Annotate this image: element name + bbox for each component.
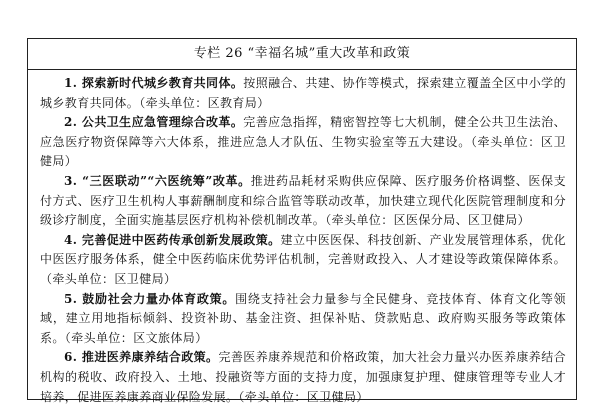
policy-item-4 (40, 231, 566, 290)
policy-item-heading: 2. 公共卫生应急管理综合改革。 (64, 115, 244, 130)
policy-item-text: 围绕支持社会力量参与全民健身、竞技体育、体育文化等领域，建立用地指标倾斜、投资补助、基金注资、担保补贴、贷款贴息、政府购买服务等政策体系。（牵头单位：区文旅体局） (40, 291, 566, 345)
policy-item-heading: 1. 探索新时代城乡教育共同体。 (64, 76, 244, 90)
policy-column-box (27, 38, 577, 404)
policy-item-text: 完善应急指挥，精密智控等七大机制，健全公共卫生法治、应急医疗物资保障等六大体系，推进应急人才队伍、生物实验室等五大建设。（牵头单位：区卫健局） (40, 115, 566, 169)
policy-item-6 (40, 348, 566, 407)
policy-item-2 (40, 113, 566, 172)
column-title: 专栏 26 “幸福名城”重大改革和政策 (28, 39, 576, 70)
policy-item-heading: 6. 推进医养康养结合政策。 (64, 350, 219, 365)
policy-item-text: 完善医养康养规范和价格政策，加大社会力量兴办医养康养结合机构的税收、政府投入、土地、投融资等方面的支持力度，加强康复护理、健康管理等专业人才培养，促进医养康养商业保险发展。（牵头单位：区卫健局） (40, 350, 567, 404)
policy-item-1 (40, 74, 566, 113)
policy-item-3 (40, 172, 566, 231)
policy-item-text: 推进药品耗材采购供应保障、医疗服务价格调整、医保支付方式、医疗卫生机构人事薪酬制度和综合监管等联动改革，加快建立现代化医院管理制度和分级诊疗制度，全面实施基层医疗机构补偿机制改革。（牵头单位：区医保分局、区卫健局） (40, 173, 566, 228)
policy-item-heading: 5. 鼓励社会力量办体育政策。 (64, 291, 236, 306)
policy-list (28, 70, 576, 407)
policy-item-text: 建立中医医保、科技创新、产业发展管理体系，优化中医医疗服务体系，健全中医药临床优势评估机制，完善财政投入、人才建设等政策保障体系。（牵头单位：区卫健局） (40, 232, 567, 286)
policy-item-5 (40, 290, 566, 349)
policy-item-heading: 4. 完善促进中医药传承创新发展政策。 (64, 232, 281, 247)
policy-item-text: 按照融合、共建、协作等模式，探索建立覆盖全区中小学的城乡教育共同体。（牵头单位：区教育局） (40, 76, 566, 110)
policy-item-heading: 3. “三医联动”“六医统筹”改革。 (64, 173, 251, 188)
